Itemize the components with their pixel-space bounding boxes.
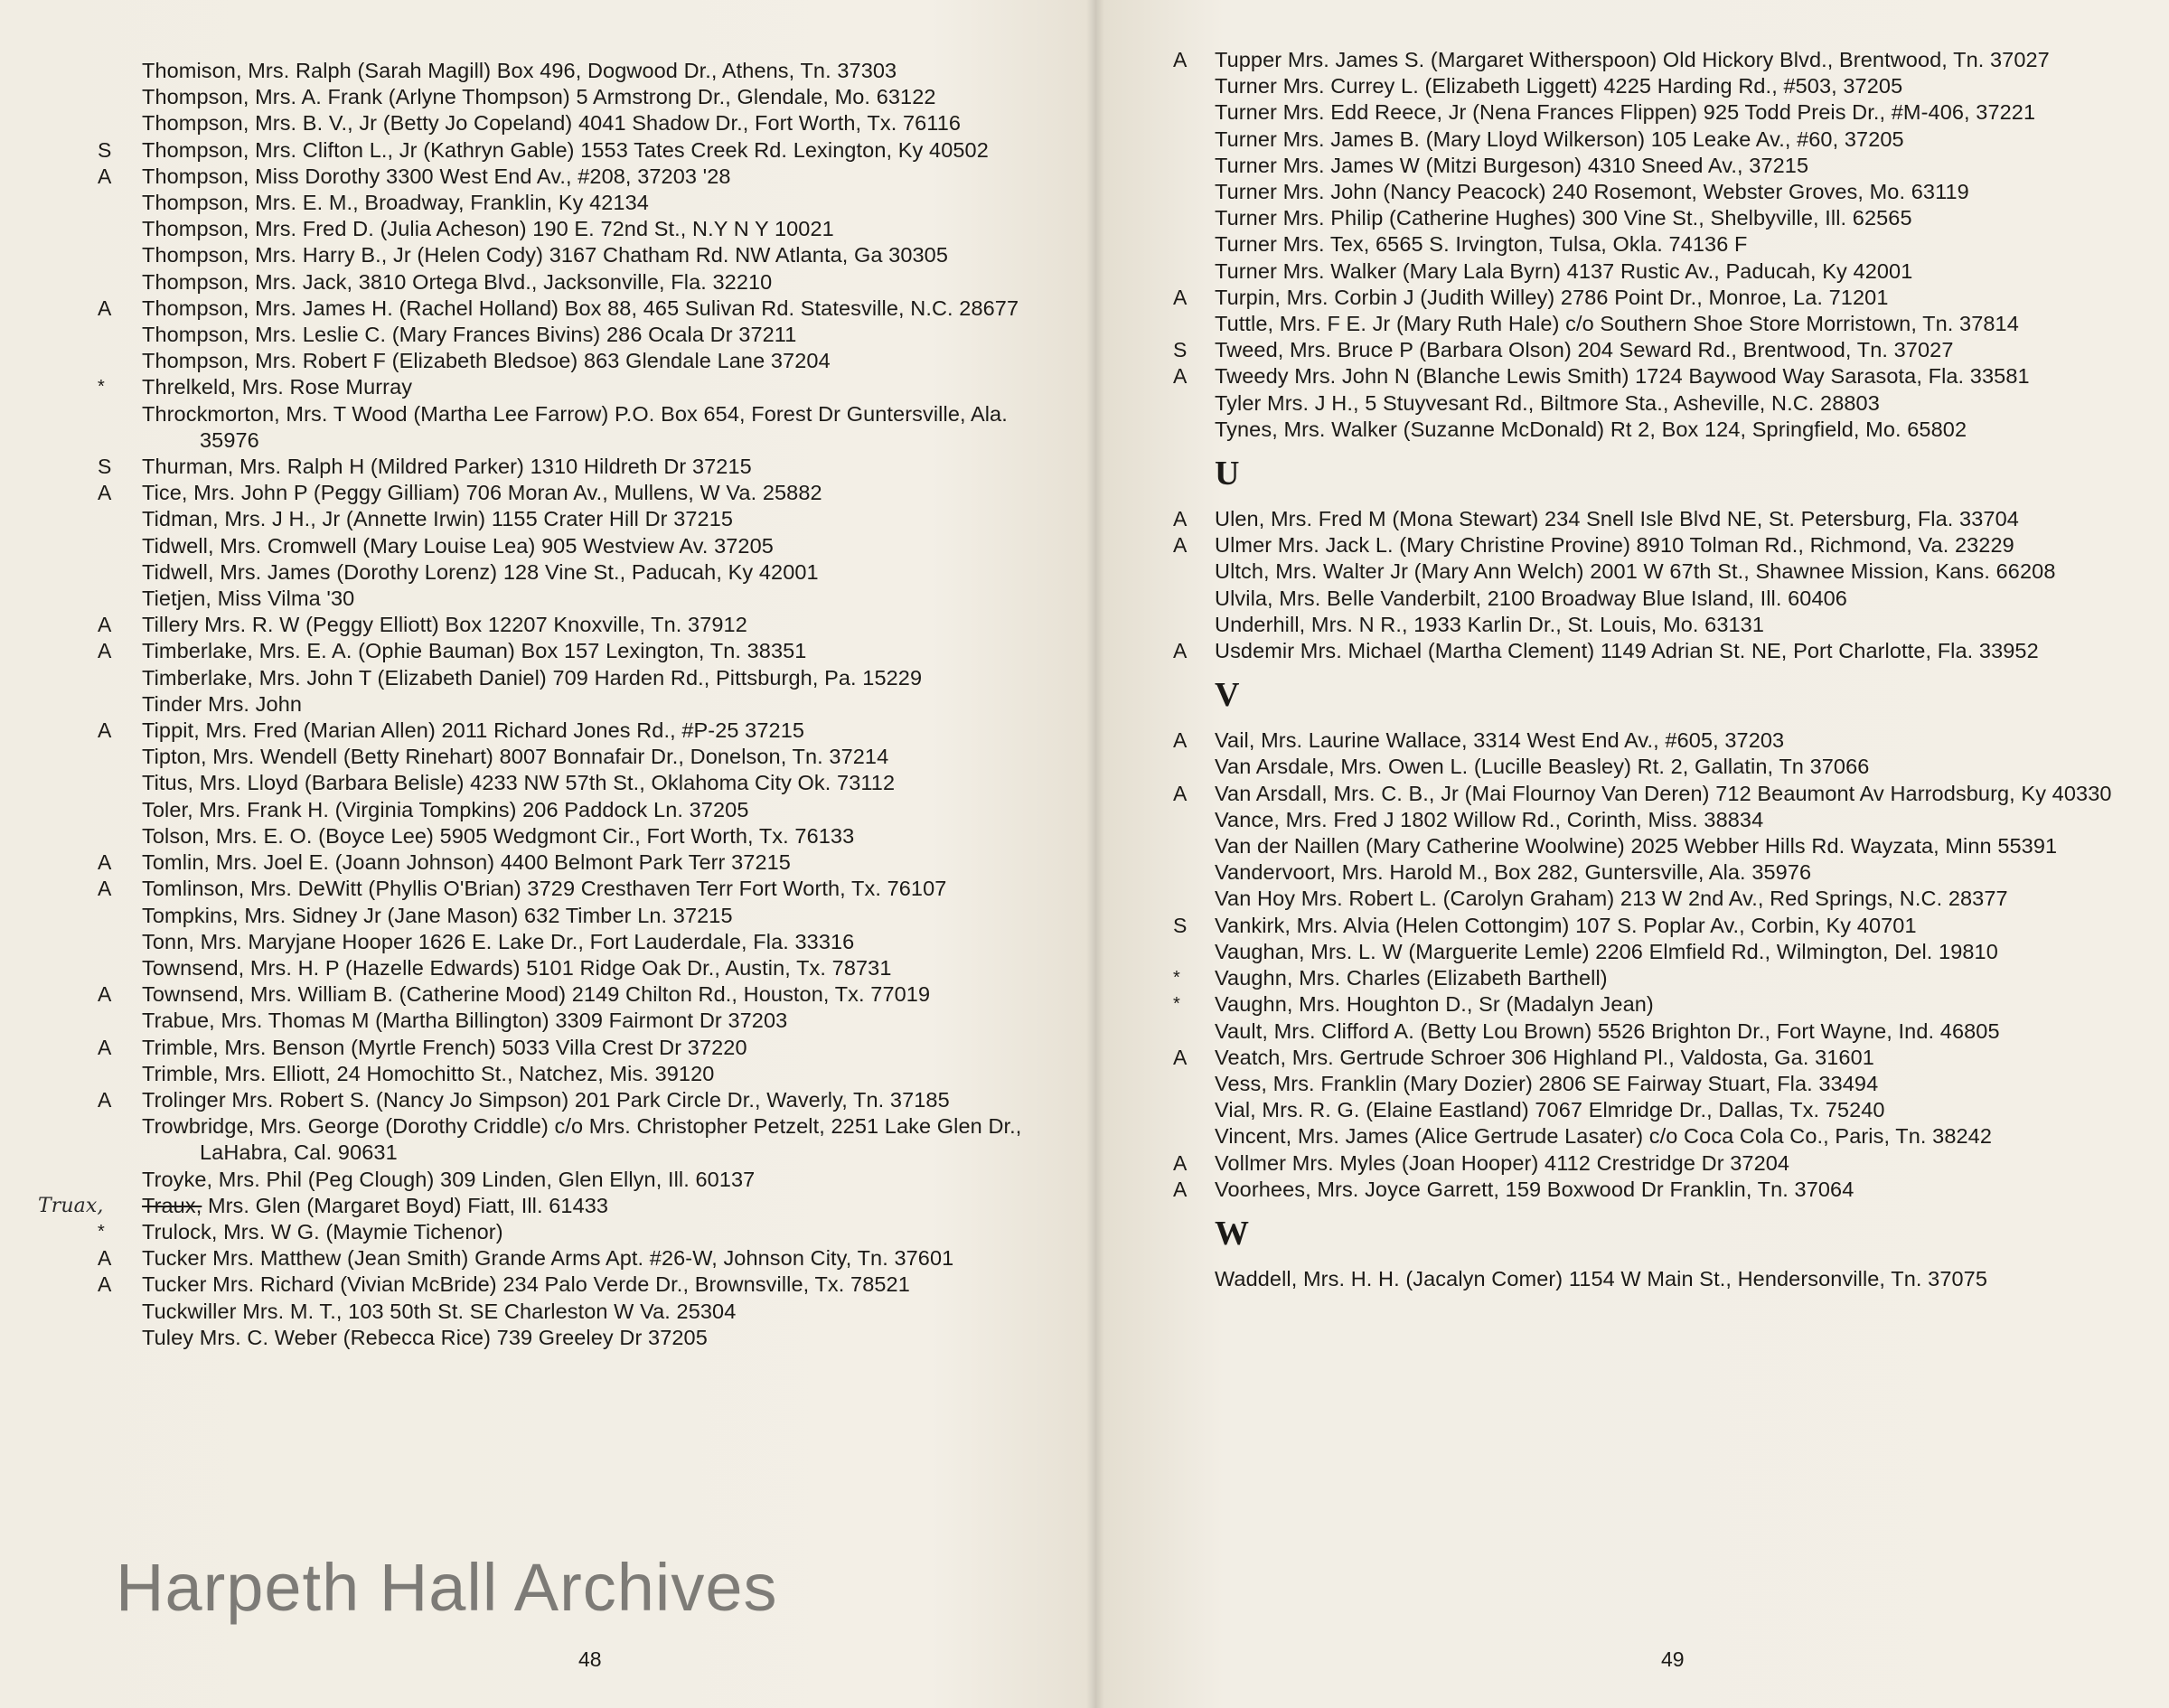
directory-entry [0,84,1073,110]
deceased-marker: * [1173,994,1180,1015]
entry-text: Trolinger Mrs. Robert S. (Nancy Jo Simpson) 201 Park Circle Dr., Waverly, Tn. 37185 [142,1087,950,1112]
membership-marker: S [98,137,112,162]
entry-text: Veatch, Mrs. Gertrude Schroer 306 Highland Pl., Valdosta, Ga. 31601 [1215,1045,1874,1069]
entry-text: Ulvila, Mrs. Belle Vanderbilt, 2100 Broadway Blue Island, Ill. 60406 [1215,586,1847,610]
entry-text: Tidwell, Mrs. Cromwell (Mary Louise Lea) 905 Westview Av. 37205 [142,533,774,558]
directory-entry [1095,939,2155,965]
entry-text: Tidman, Mrs. J H., Jr (Annette Irwin) 1155 Crater Hill Dr 37215 [142,507,734,531]
entry-text: Vollmer Mrs. Myles (Joan Hooper) 4112 Crestridge Dr 37204 [1215,1150,1790,1175]
directory-entry [0,1008,1073,1034]
entry-text: Townsend, Mrs. William B. (Catherine Mood) 2149 Chilton Rd., Houston, Tx. 77019 [142,982,931,1007]
directory-entry [0,322,1073,348]
directory-entry [0,718,1073,744]
directory-entry [0,849,1073,876]
directory-entry [0,1245,1073,1272]
directory-entry [0,770,1073,796]
entry-text: Ulen, Mrs. Fred M (Mona Stewart) 234 Snell Isle Blvd NE, St. Petersburg, Fla. 33704 [1215,507,2019,531]
membership-marker: A [98,850,112,875]
membership-marker: S [1173,913,1188,937]
directory-entry [1095,1097,2155,1123]
directory-entry [1095,506,2155,532]
entry-text: Timberlake, Mrs. John T (Elizabeth Daniel) 709 Harden Rd., Pittsburgh, Pa. 15229 [142,665,923,690]
entry-text: Tucker Mrs. Richard (Vivian McBride) 234 Palo Verde Dr., Brownsville, Tx. 78521 [142,1272,910,1297]
entry-text: Tomlinson, Mrs. DeWitt (Phyllis O'Brian) 3729 Cresthaven Terr Fort Worth, Tx. 76107 [142,877,947,901]
entry-text: Tonn, Mrs. Maryjane Hooper 1626 E. Lake Dr., Fort Lauderdale, Fla. 33316 [142,929,855,953]
directory-entry [0,137,1073,164]
directory-entry [0,1219,1073,1245]
entry-text: Traux, Mrs. Glen (Margaret Boyd) Fiatt, Ill. 61433 [142,1193,609,1217]
directory-entry [1095,47,2155,73]
membership-marker: A [98,1035,112,1059]
directory-entry [0,1193,1073,1219]
entry-text: Vincent, Mrs. James (Alice Gertrude Lasater) c/o Coca Cola Co., Paris, Tn. 38242 [1215,1124,1993,1149]
section-letter: V [1215,676,1240,715]
directory-entry [0,876,1073,902]
entry-text: Turner Mrs. James W (Mitzi Burgeson) 4310 Sneed Av., 37215 [1215,153,1809,177]
entry-text: Trimble, Mrs. Elliott, 24 Homochitto St., Natchez, Mis. 39120 [142,1061,715,1085]
entry-text: Vault, Mrs. Clifford A. (Betty Lou Brown) 5526 Brighton Dr., Fort Wayne, Ind. 46805 [1215,1018,2000,1043]
membership-marker: A [98,296,112,320]
directory-entry [1095,205,2155,231]
membership-marker: A [98,877,112,901]
book-gutter [1086,0,1104,1708]
entry-text: Tuttle, Mrs. F E. Jr (Mary Ruth Hale) c/o Southern Shoe Store Morristown, Tn. 37814 [1215,312,2019,336]
deceased-marker: * [98,1221,105,1242]
directory-entry [1095,179,2155,205]
directory-entry [1095,1071,2155,1097]
directory-entry [0,638,1073,664]
entry-text: Voorhees, Mrs. Joyce Garrett, 159 Boxwood Dr Franklin, Tn. 37064 [1215,1177,1854,1201]
membership-marker: A [1173,1177,1188,1201]
entry-text: Van Arsdall, Mrs. C. B., Jr (Mai Flournoy Van Deren) 712 Beaumont Av Harrodsburg, Ky 40330 [1215,781,2112,805]
entry-text: Toler, Mrs. Frank H. (Virginia Tompkins) 206 Paddock Ln. 37205 [142,797,749,821]
membership-marker: A [1173,285,1188,309]
right-page [1095,0,2169,1708]
entry-text: Tucker Mrs. Matthew (Jean Smith) Grande Arms Apt. #26-W, Johnson City, Tn. 37601 [142,1246,954,1271]
directory-entry [1095,390,2155,417]
directory-entry [1095,1123,2155,1150]
deceased-marker: * [98,377,105,398]
membership-marker: A [1173,639,1188,663]
entry-text: Underhill, Mrs. N R., 1933 Karlin Dr., St. Louis, Mo. 63131 [1215,612,1765,636]
directory-entry [0,374,1073,400]
directory-entry [0,1299,1073,1325]
entry-text: Thompson, Mrs. Harry B., Jr (Helen Cody) 3167 Chatham Rd. NW Atlanta, Ga 30305 [142,243,949,267]
directory-entry [1095,781,2155,807]
entry-text: Troyke, Mrs. Phil (Peg Clough) 309 Linden, Glen Ellyn, Ill. 60137 [142,1167,756,1191]
directory-entry [1095,586,2155,612]
directory-entry [1095,258,2155,285]
entry-text: Tweed, Mrs. Bruce P (Barbara Olson) 204 Seward Rd., Brentwood, Tn. 37027 [1215,338,1954,362]
entry-text: Vess, Mrs. Franklin (Mary Dozier) 2806 SE Fairway Stuart, Fla. 33494 [1215,1071,1879,1095]
membership-marker: A [1173,728,1188,753]
entry-text: Tice, Mrs. John P (Peggy Gilliam) 706 Moran Av., Mullens, W Va. 25882 [142,481,822,505]
directory-entry [1095,1177,2155,1203]
membership-marker: A [98,481,112,505]
entry-text: Trulock, Mrs. W G. (Maymie Tichenor) [142,1219,503,1243]
directory-entry [0,981,1073,1008]
directory-entry [1095,231,2155,258]
entry-text: Thompson, Mrs. Clifton L., Jr (Kathryn Gable) 1553 Tates Creek Rd. Lexington, Ky 40502 [142,137,989,162]
directory-entry [0,1167,1073,1193]
entry-text: Vankirk, Mrs. Alvia (Helen Cottongim) 107 S. Poplar Av., Corbin, Ky 40701 [1215,913,1917,937]
directory-entry [1095,859,2155,886]
entry-text: Tweedy Mrs. John N (Blanche Lewis Smith) 1724 Baywood Way Sarasota, Fla. 33581 [1215,364,2030,389]
directory-entry [1095,1150,2155,1177]
directory-entry [0,903,1073,929]
entry-text: Thompson, Miss Dorothy 3300 West End Av., #208, 37203 '28 [142,164,731,188]
directory-entry [0,559,1073,586]
directory-entry [0,1113,1073,1166]
directory-entry [1095,886,2155,912]
entry-text: Trimble, Mrs. Benson (Myrtle French) 5033 Villa Crest Dr 37220 [142,1035,747,1059]
directory-entry [0,955,1073,981]
entry-text: Tipton, Mrs. Wendell (Betty Rinehart) 8007 Bonnafair Dr., Donelson, Tn. 37214 [142,745,889,769]
entry-text: Townsend, Mrs. H. P (Hazelle Edwards) 5101 Ridge Oak Dr., Austin, Tx. 78731 [142,955,892,980]
deceased-marker: * [1173,968,1180,989]
archive-watermark: Harpeth Hall Archives [116,1550,778,1625]
entry-text: Tynes, Mrs. Walker (Suzanne McDonald) Rt 2, Box 124, Springfield, Mo. 65802 [1215,417,1967,441]
directory-entry [0,506,1073,532]
directory-entry [1095,727,2155,754]
entry-text: Tolson, Mrs. E. O. (Boyce Lee) 5905 Wedgmont Cir., Fort Worth, Tx. 76133 [142,823,855,848]
entry-text: Tomlin, Mrs. Joel E. (Joann Johnson) 4400 Belmont Park Terr 37215 [142,850,791,875]
directory-entry [0,1035,1073,1061]
entry-text: Turner Mrs. Walker (Mary Lala Byrn) 4137 Rustic Av., Paducah, Ky 42001 [1215,258,1913,283]
entry-text: Tillery Mrs. R. W (Peggy Elliott) Box 12207 Knoxville, Tn. 37912 [142,613,747,637]
entry-text: Trowbridge, Mrs. George (Dorothy Criddle) c/o Mrs. Christopher Petzelt, 2251 Lake Glen Dr., LaHabra, Cal. 90631 [142,1114,1022,1165]
directory-entry [0,190,1073,216]
entry-text: Van der Naillen (Mary Catherine Woolwine) 2025 Webber Hills Rd. Wayzata, Minn 55391 [1215,834,2058,859]
entry-text: Vandervoort, Mrs. Harold M., Box 282, Guntersville, Ala. 35976 [1215,860,1812,885]
entry-text: Tompkins, Mrs. Sidney Jr (Jane Mason) 632 Timber Ln. 37215 [142,903,733,927]
entry-text: Tinder Mrs. John [142,691,303,716]
directory-entry [1095,965,2155,991]
handwritten-correction: Truax, [38,1194,104,1217]
directory-entry [1095,337,2155,363]
directory-entry [1095,73,2155,99]
directory-entry [1095,1018,2155,1045]
directory-entry [1095,807,2155,833]
directory-entry [0,744,1073,770]
directory-entry [0,1087,1073,1113]
entry-text: Van Arsdale, Mrs. Owen L. (Lucille Beasley) Rt. 2, Gallatin, Tn 37066 [1215,755,1870,779]
entry-text: Titus, Mrs. Lloyd (Barbara Belisle) 4233 NW 57th St., Oklahoma City Ok. 73112 [142,771,896,795]
entry-text: Throckmorton, Mrs. T Wood (Martha Lee Farrow) P.O. Box 654, Forest Dr Guntersville, Ala. 35976 [142,401,1008,452]
directory-entry [1095,913,2155,939]
entry-text: Turner Mrs. Philip (Catherine Hughes) 300 Vine St., Shelbyville, Ill. 62565 [1215,206,1912,230]
directory-entry [1095,127,2155,153]
directory-entry [1095,99,2155,126]
directory-entry [1095,1266,2155,1292]
membership-marker: A [98,982,112,1007]
directory-entry [0,691,1073,718]
entry-text: Usdemir Mrs. Michael (Martha Clement) 1149 Adrian St. NE, Port Charlotte, Fla. 33952 [1215,639,2039,663]
membership-marker: A [1173,781,1188,805]
membership-marker: A [98,718,112,743]
entry-text: Trabue, Mrs. Thomas M (Martha Billington) 3309 Fairmont Dr 37203 [142,1009,788,1033]
entry-text: Thurman, Mrs. Ralph H (Mildred Parker) 1310 Hildreth Dr 37215 [142,455,752,479]
entry-text: Turner Mrs. Edd Reece, Jr (Nena Frances Flippen) 925 Todd Preis Dr., #M-406, 37221 [1215,100,2036,125]
membership-marker: A [98,1246,112,1271]
entry-text: Van Hoy Mrs. Robert L. (Carolyn Graham) 213 W 2nd Av., Red Springs, N.C. 28377 [1215,887,2008,911]
entry-text: Thompson, Mrs. B. V., Jr (Betty Jo Copeland) 4041 Shadow Dr., Fort Worth, Tx. 76116 [142,111,962,136]
directory-entry [1095,754,2155,780]
directory-entry [0,1272,1073,1298]
entry-text: Tidwell, Mrs. James (Dorothy Lorenz) 128 Vine St., Paducah, Ky 42001 [142,559,819,584]
entry-text: Turner Mrs. John (Nancy Peacock) 240 Rosemont, Webster Groves, Mo. 63119 [1215,180,1969,204]
directory-entry [0,164,1073,190]
entry-text: Tietjen, Miss Vilma '30 [142,587,355,611]
membership-marker: A [98,613,112,637]
directory-entry [0,1325,1073,1351]
entry-text: Tippit, Mrs. Fred (Marian Allen) 2011 Richard Jones Rd., #P-25 37215 [142,718,805,743]
directory-entry [0,665,1073,691]
directory-entry [0,586,1073,612]
directory-entry [0,58,1073,84]
directory-entry [0,454,1073,480]
membership-marker: A [1173,364,1188,389]
entry-text: Turpin, Mrs. Corbin J (Judith Willey) 2786 Point Dr., Monroe, La. 71201 [1215,285,1889,309]
entry-text: Vaughan, Mrs. L. W (Marguerite Lemle) 2206 Elmfield Rd., Wilmington, Del. 19810 [1215,939,1998,963]
directory-entry [0,797,1073,823]
page-number-left: 48 [578,1647,602,1671]
struck-out-name: Traux, [142,1193,202,1217]
directory-entry [1095,1045,2155,1071]
directory-entry [1095,285,2155,311]
membership-marker: S [98,455,112,479]
directory-entry [0,929,1073,955]
directory-entry [0,1061,1073,1087]
directory-entry [1095,311,2155,337]
entry-text: Turner Mrs. James B. (Mary Lloyd Wilkerson) 105 Leake Av., #60, 37205 [1215,127,1904,151]
directory-entry [1095,991,2155,1018]
directory-entry [0,242,1073,268]
directory-entry [1095,153,2155,179]
membership-marker: A [1173,533,1188,558]
directory-entry [1095,417,2155,443]
right-entry-list [1095,47,2169,1292]
directory-entry [1095,612,2155,638]
entry-text: Thompson, Mrs. A. Frank (Arlyne Thompson) 5 Armstrong Dr., Glendale, Mo. 63122 [142,85,936,109]
entry-text: Vial, Mrs. R. G. (Elaine Eastland) 7067 Elmridge Dr., Dallas, Tx. 75240 [1215,1098,1885,1122]
directory-entry [0,401,1073,454]
entry-text: Waddell, Mrs. H. H. (Jacalyn Comer) 1154 W Main St., Hendersonville, Tn. 37075 [1215,1266,1987,1290]
directory-entry [0,612,1073,638]
entry-text: Vance, Mrs. Fred J 1802 Willow Rd., Corinth, Miss. 38834 [1215,807,1764,831]
membership-marker: A [1173,48,1188,71]
directory-entry [0,269,1073,296]
membership-marker: A [1173,1045,1188,1069]
entry-text: Timberlake, Mrs. E. A. (Ophie Bauman) Box 157 Lexington, Tn. 38351 [142,639,807,663]
membership-marker: A [98,1087,112,1112]
entry-text: Turner Mrs. Currey L. (Elizabeth Liggett) 4225 Harding Rd., #503, 37205 [1215,74,1903,99]
entry-text: Vail, Mrs. Laurine Wallace, 3314 West End Av., #605, 37203 [1215,728,1785,753]
directory-entry [0,216,1073,242]
entry-text: Vaughn, Mrs. Houghton D., Sr (Madalyn Jean) [1215,992,1654,1017]
entry-text: Threlkeld, Mrs. Rose Murray [142,375,413,399]
entry-text: Ulmer Mrs. Jack L. (Mary Christine Provine) 8910 Tolman Rd., Richmond, Va. 23229 [1215,533,2014,558]
directory-entry [1095,363,2155,389]
entry-text: Thompson, Mrs. Leslie C. (Mary Frances Bivins) 286 Ocala Dr 37211 [142,323,797,347]
left-entry-list [0,58,1095,1351]
entry-text: Ultch, Mrs. Walter Jr (Mary Ann Welch) 2001 W 67th St., Shawnee Mission, Kans. 66208 [1215,559,2056,584]
directory-entry [0,480,1073,506]
entry-text: Vaughn, Mrs. Charles (Elizabeth Barthell) [1215,966,1608,990]
section-letter: U [1215,455,1240,493]
page-number-right: 49 [1661,1647,1685,1671]
entry-text: Tuckwiller Mrs. M. T., 103 50th St. SE Charleston W Va. 25304 [142,1299,737,1323]
entry-text: Thompson, Mrs. Fred D. (Julia Acheson) 190 E. 72nd St., N.Y N Y 10021 [142,217,834,241]
entry-text: Thompson, Mrs. Robert F (Elizabeth Bledsoe) 863 Glendale Lane 37204 [142,349,831,373]
entry-text: Thomison, Mrs. Ralph (Sarah Magill) Box 496, Dogwood Dr., Athens, Tn. 37303 [142,59,897,82]
membership-marker: A [1173,507,1188,531]
entry-text: Turner Mrs. Tex, 6565 S. Irvington, Tulsa, Okla. 74136 F [1215,232,1748,257]
entry-text: Thompson, Mrs. E. M., Broadway, Franklin, Ky 42134 [142,191,649,215]
entry-text: Tupper Mrs. James S. (Margaret Witherspoon) Old Hickory Blvd., Brentwood, Tn. 37027 [1215,48,2050,71]
entry-text: Thompson, Mrs. Jack, 3810 Ortega Blvd., Jacksonville, Fla. 32210 [142,269,773,294]
membership-marker: A [98,639,112,663]
membership-marker: A [98,164,112,188]
membership-marker: A [98,1272,112,1297]
directory-entry [1095,833,2155,859]
section-letter: W [1215,1214,1249,1253]
directory-entry [1095,532,2155,558]
directory-entry [0,533,1073,559]
directory-entry [0,823,1073,849]
entry-text: Thompson, Mrs. James H. (Rachel Holland) Box 88, 465 Sulivan Rd. Statesville, N.C. 28677 [142,296,1019,320]
membership-marker: S [1173,338,1188,362]
directory-entry [1095,558,2155,585]
entry-text: Tuley Mrs. C. Weber (Rebecca Rice) 739 Greeley Dr 37205 [142,1325,708,1349]
directory-entry [1095,638,2155,664]
directory-entry [0,296,1073,322]
directory-entry [0,110,1073,136]
directory-entry [0,348,1073,374]
membership-marker: A [1173,1150,1188,1175]
entry-text: Tyler Mrs. J H., 5 Stuyvesant Rd., Biltmore Sta., Asheville, N.C. 28803 [1215,390,1880,415]
